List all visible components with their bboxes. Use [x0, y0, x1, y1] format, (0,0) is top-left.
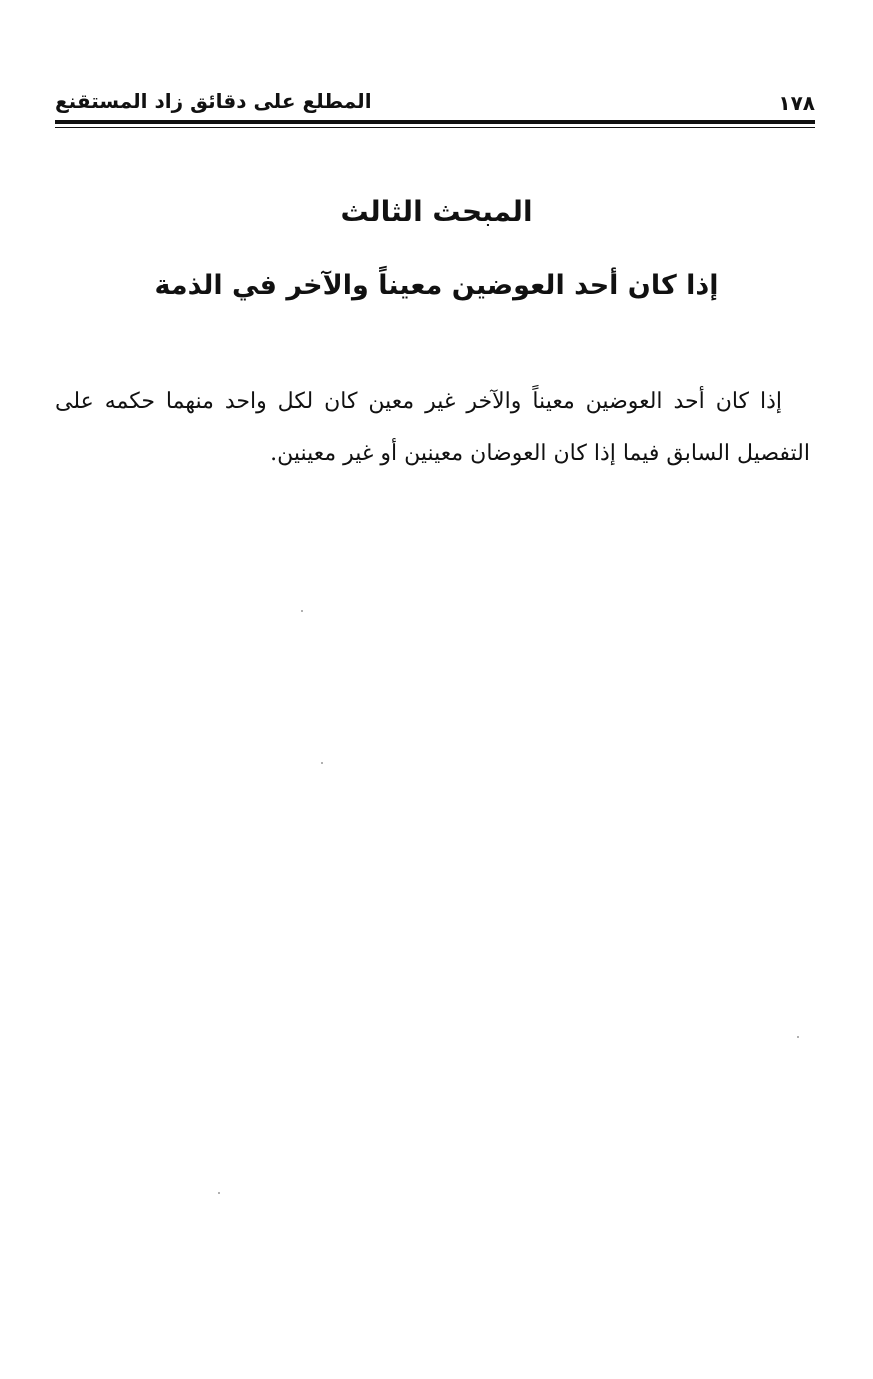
scan-speck [797, 1036, 799, 1038]
book-title: المطلع على دقائق زاد المستقنع [55, 89, 372, 113]
scan-speck [301, 610, 303, 612]
scan-speck [218, 1192, 220, 1194]
body-paragraph: إذا كان أحد العوضين معيناً والآخر غير معين كان لكل واحد منهما حكمه على التفصيل السابق فيما إذا كان العوضان معينين أو غير معينين. [55, 389, 810, 466]
section-label: المبحث الثالث [340, 195, 533, 228]
scan-speck [321, 762, 323, 764]
header-rule-thin [55, 127, 815, 128]
running-header [55, 86, 815, 120]
page-number: ١٧٨ [778, 91, 815, 115]
header-rule-thick [55, 120, 815, 124]
section-title: إذا كان أحد العوضين معيناً والآخر في الذمة [154, 270, 719, 301]
